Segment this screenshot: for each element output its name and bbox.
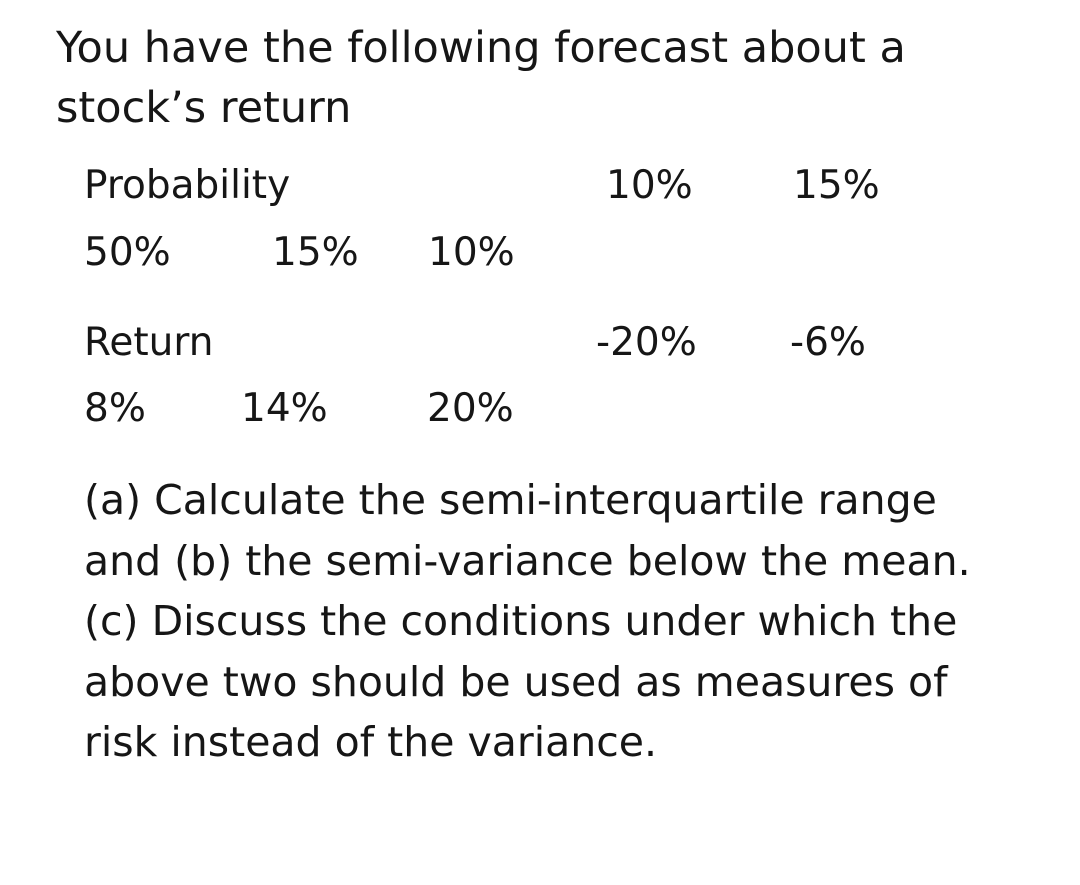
return-value-5: 20% (427, 386, 514, 431)
probability-value-4: 15% (272, 230, 359, 275)
return-value-3: 8% (84, 386, 146, 431)
intro-text: You have the following forecast about a stock’s return (56, 23, 906, 133)
probability-label: Probability (84, 163, 291, 208)
return-label: Return (84, 320, 214, 365)
return-value-4: 14% (241, 386, 328, 431)
return-value-2: -6% (790, 320, 866, 365)
probability-value-1: 10% (606, 163, 693, 208)
probability-value-5: 10% (428, 230, 515, 275)
probability-value-2: 15% (793, 163, 880, 208)
question-text: (a) Calculate the semi-interquartile range and (b) the semi-variance below the mean. (c) Discuss the conditions under which the above two should be used as measures of risk instead of the variance. (84, 476, 971, 766)
return-value-1: -20% (596, 320, 697, 365)
probability-value-3: 50% (84, 230, 171, 275)
